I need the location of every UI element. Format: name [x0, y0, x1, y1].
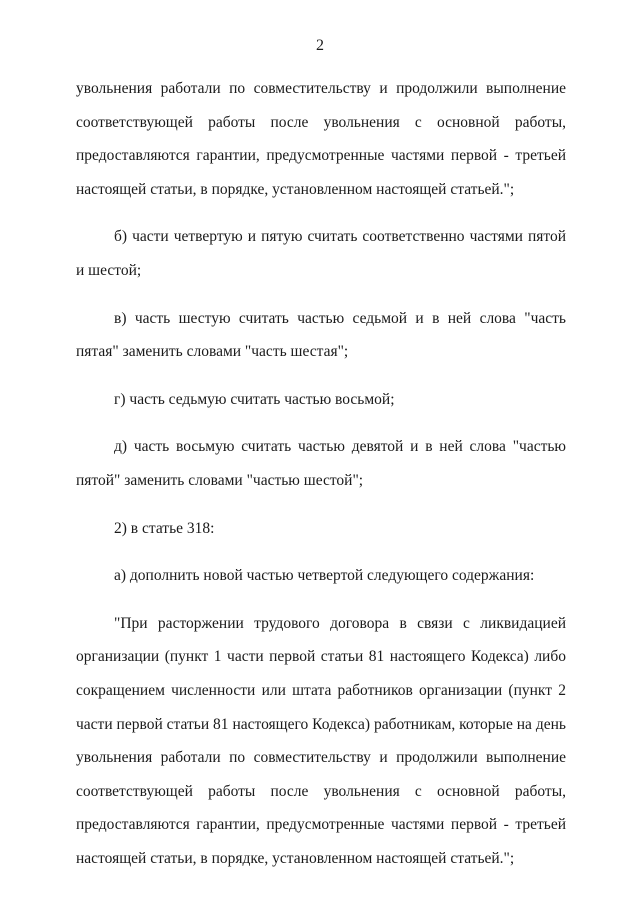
paragraph-article-318: 2) в статье 318:: [114, 519, 215, 537]
paragraph-item-d: д) часть восьмую считать частью девятой и в ней слова "частью пятой" заменить словами "частью шестой";: [76, 438, 566, 489]
paragraph-item-b: б) части четвертую и пятую считать соответственно частями пятой и шестой;: [76, 228, 566, 279]
page-number: 2: [316, 37, 324, 54]
document-body: [76, 72, 566, 875]
paragraph-item-v: в) часть шестую считать частью седьмой и в ней слова "часть пятая" заменить словами "часть шестая";: [76, 309, 566, 361]
paragraph-quoted-part-four: "При расторжении трудового договора в связи с ликвидацией организации (пункт 1 части первой статьи 81 настоящего Кодекса) либо сокращением численности или штата работников организации (пункт 2 части первой статьи 81 настоящего Кодекса) работникам, которые на день увольнения работали по совместительству и продолжили выполнение соответствующей работы после увольнения с основной работы, предоставляются гарантии, предусмотренные частями первой - третьей настоящей статьи, в порядке, установленном настоящей статьей.";: [76, 614, 566, 867]
paragraph-continuation: увольнения работали по совместительству и продолжили выполнение соответствующей работы после увольнения с основной работы, предоставляются гарантии, предусмотренные частями первой - третьей настоящей статьи, в порядке, установленном настоящей статьей.";: [76, 80, 566, 198]
paragraph-item-a: а) дополнить новой частью четвертой следующего содержания:: [114, 567, 535, 585]
paragraph-item-g: г) часть седьмую считать частью восьмой;: [114, 390, 395, 408]
